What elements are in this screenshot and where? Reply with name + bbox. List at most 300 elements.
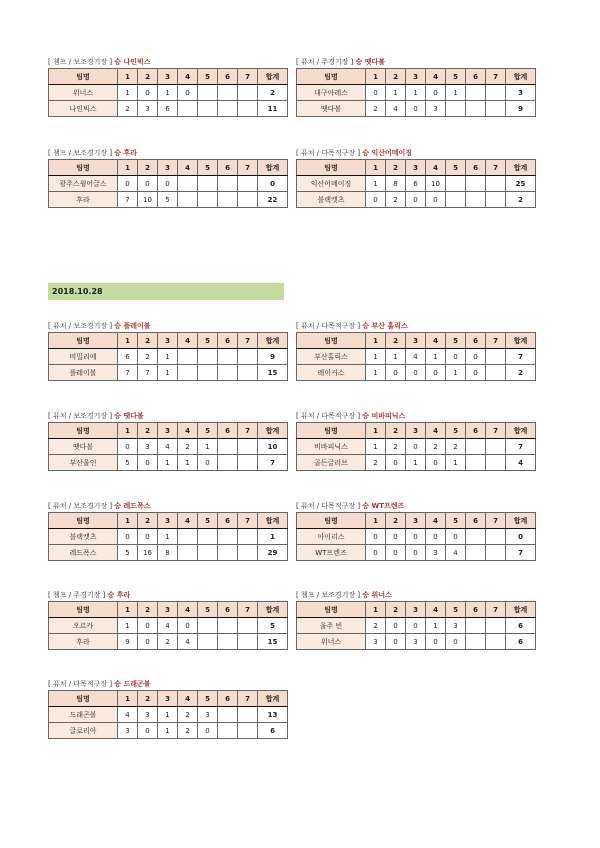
inning-score-cell: 3 — [118, 723, 138, 739]
score-table — [48, 422, 288, 471]
inning-score-cell: 1 — [118, 85, 138, 101]
inning-score-cell: 0 — [118, 176, 138, 192]
game-venue-label: [ 퓨처 / 보조경기장 ] — [48, 502, 115, 510]
game-block — [296, 56, 530, 117]
inning-score-cell: 10 — [138, 192, 158, 208]
inning-score-cell: 0 — [366, 545, 386, 561]
table-row — [49, 349, 288, 365]
inning-score-cell: 6 — [158, 101, 178, 117]
inning-header: 6 — [466, 423, 486, 439]
table-row — [49, 439, 288, 455]
inning-score-cell — [486, 101, 506, 117]
inning-score-cell: 4 — [158, 439, 178, 455]
inning-header: 2 — [138, 160, 158, 176]
inning-score-cell: 1 — [158, 529, 178, 545]
total-score-cell: 5 — [258, 618, 288, 634]
inning-score-cell — [466, 192, 486, 208]
game-winner-label: 승 땟다볼 — [114, 412, 144, 420]
inning-score-cell: 2 — [178, 439, 198, 455]
game-winner-label: 승 플레이볼 — [114, 322, 151, 330]
game-block — [48, 589, 282, 650]
inning-score-cell: 1 — [426, 349, 446, 365]
inning-score-cell — [446, 192, 466, 208]
inning-header: 7 — [238, 602, 258, 618]
inning-score-cell — [178, 349, 198, 365]
total-score-cell: 10 — [258, 439, 288, 455]
team-name-cell: 블랙캣츠 — [297, 192, 366, 208]
game-block — [48, 500, 282, 561]
total-score-cell: 7 — [506, 439, 536, 455]
score-table-header-row — [297, 69, 536, 85]
team-name-cell: 나인빅스 — [49, 101, 118, 117]
inning-score-cell: 0 — [406, 439, 426, 455]
inning-header: 5 — [446, 602, 466, 618]
team-name-cell: 땟다볼 — [49, 439, 118, 455]
inning-score-cell: 1 — [426, 618, 446, 634]
table-row — [49, 365, 288, 381]
inning-header: 7 — [238, 691, 258, 707]
inning-score-cell — [178, 176, 198, 192]
inning-score-cell: 1 — [386, 85, 406, 101]
inning-header: 2 — [138, 513, 158, 529]
total-score-cell: 6 — [506, 634, 536, 650]
inning-header: 3 — [406, 333, 426, 349]
team-header: 팀명 — [49, 513, 118, 529]
total-header: 합계 — [258, 333, 288, 349]
team-name-cell: 광주스윙어글스 — [49, 176, 118, 192]
inning-score-cell: 0 — [446, 349, 466, 365]
total-score-cell: 15 — [258, 634, 288, 650]
inning-score-cell: 0 — [138, 85, 158, 101]
inning-score-cell — [466, 101, 486, 117]
inning-header: 3 — [406, 602, 426, 618]
inning-score-cell: 0 — [466, 349, 486, 365]
game-winner-label: 승 레드폭스 — [114, 502, 151, 510]
team-name-cell: 대구아레스 — [297, 85, 366, 101]
score-table — [48, 68, 288, 117]
inning-score-cell: 2 — [426, 439, 446, 455]
inning-score-cell: 0 — [178, 85, 198, 101]
inning-score-cell: 1 — [158, 85, 178, 101]
team-name-cell: 부산홀릭스 — [297, 349, 366, 365]
team-header: 팀명 — [297, 69, 366, 85]
inning-score-cell — [218, 618, 238, 634]
inning-header: 2 — [386, 69, 406, 85]
inning-header: 2 — [138, 691, 158, 707]
inning-score-cell: 0 — [406, 192, 426, 208]
game-header — [48, 678, 282, 690]
inning-score-cell — [238, 529, 258, 545]
inning-header: 7 — [486, 513, 506, 529]
inning-header: 4 — [426, 333, 446, 349]
inning-score-cell — [218, 634, 238, 650]
inning-header: 3 — [158, 513, 178, 529]
inning-score-cell: 8 — [158, 545, 178, 561]
table-row — [297, 101, 536, 117]
inning-score-cell: 6 — [118, 349, 138, 365]
game-block — [296, 320, 530, 381]
inning-score-cell: 3 — [138, 707, 158, 723]
inning-header: 6 — [466, 513, 486, 529]
inning-score-cell — [486, 192, 506, 208]
table-row — [49, 85, 288, 101]
table-row — [49, 707, 288, 723]
inning-score-cell — [486, 349, 506, 365]
inning-score-cell: 0 — [406, 529, 426, 545]
inning-score-cell — [218, 455, 238, 471]
inning-score-cell: 1 — [158, 349, 178, 365]
inning-header: 1 — [118, 602, 138, 618]
inning-score-cell: 3 — [138, 439, 158, 455]
total-score-cell: 7 — [258, 455, 288, 471]
game-venue-label: [ 퓨처 / 보조경기장 ] — [48, 412, 115, 420]
team-name-cell: 글로리아 — [49, 723, 118, 739]
inning-score-cell: 0 — [426, 455, 446, 471]
inning-header: 5 — [198, 333, 218, 349]
table-row — [49, 723, 288, 739]
inning-header: 3 — [158, 691, 178, 707]
inning-score-cell: 3 — [366, 634, 386, 650]
inning-header: 4 — [178, 160, 198, 176]
table-row — [297, 545, 536, 561]
inning-score-cell — [238, 618, 258, 634]
game-header — [48, 589, 282, 601]
inning-score-cell: 4 — [118, 707, 138, 723]
score-table — [296, 68, 536, 117]
total-header: 합계 — [258, 513, 288, 529]
game-venue-label: [ 퓨처 / 주경기장 ] — [296, 58, 356, 66]
inning-score-cell: 1 — [158, 365, 178, 381]
inning-score-cell — [218, 192, 238, 208]
score-table-header-row — [49, 691, 288, 707]
score-table-header-row — [49, 513, 288, 529]
inning-header: 5 — [446, 513, 466, 529]
game-venue-label: [ 퓨처 / 보조경기장 ] — [48, 322, 115, 330]
inning-score-cell — [486, 439, 506, 455]
inning-score-cell: 0 — [386, 634, 406, 650]
game-block — [48, 678, 282, 739]
table-row — [297, 529, 536, 545]
inning-header: 7 — [486, 333, 506, 349]
inning-score-cell: 2 — [386, 439, 406, 455]
game-header — [296, 56, 530, 68]
team-header: 팀명 — [49, 160, 118, 176]
inning-header: 1 — [118, 69, 138, 85]
inning-score-cell: 7 — [118, 365, 138, 381]
total-header: 합계 — [506, 160, 536, 176]
inning-score-cell: 0 — [118, 439, 138, 455]
inning-score-cell: 2 — [178, 723, 198, 739]
inning-score-cell — [238, 707, 258, 723]
team-name-cell: 위너스 — [49, 85, 118, 101]
inning-score-cell — [178, 101, 198, 117]
team-name-cell: 비밀리에 — [49, 349, 118, 365]
inning-score-cell — [238, 545, 258, 561]
inning-score-cell — [486, 634, 506, 650]
game-venue-label: [ 챔프 / 보조경기장 ] — [296, 591, 363, 599]
inning-score-cell: 4 — [406, 349, 426, 365]
inning-score-cell: 2 — [446, 439, 466, 455]
score-table-header-row — [49, 160, 288, 176]
game-header — [48, 147, 282, 159]
team-name-cell: WT프렌즈 — [297, 545, 366, 561]
inning-header: 3 — [406, 160, 426, 176]
inning-score-cell: 0 — [138, 455, 158, 471]
total-header: 합계 — [258, 160, 288, 176]
team-name-cell: 울주 빈 — [297, 618, 366, 634]
total-score-cell: 9 — [506, 101, 536, 117]
inning-score-cell — [178, 365, 198, 381]
inning-score-cell — [218, 545, 238, 561]
inning-score-cell: 0 — [386, 618, 406, 634]
inning-score-cell: 4 — [158, 618, 178, 634]
inning-header: 6 — [466, 160, 486, 176]
inning-score-cell — [466, 439, 486, 455]
total-score-cell: 3 — [506, 85, 536, 101]
team-header: 팀명 — [297, 333, 366, 349]
inning-score-cell — [198, 618, 218, 634]
inning-score-cell: 1 — [446, 365, 466, 381]
inning-header: 3 — [158, 69, 178, 85]
inning-score-cell: 0 — [118, 529, 138, 545]
inning-score-cell — [486, 529, 506, 545]
team-name-cell: 위너스 — [297, 634, 366, 650]
inning-header: 6 — [218, 513, 238, 529]
team-header: 팀명 — [49, 691, 118, 707]
inning-score-cell — [466, 176, 486, 192]
inning-header: 7 — [238, 69, 258, 85]
inning-score-cell: 4 — [178, 634, 198, 650]
total-score-cell: 11 — [258, 101, 288, 117]
inning-score-cell: 0 — [138, 634, 158, 650]
inning-score-cell: 1 — [158, 723, 178, 739]
inning-header: 7 — [486, 602, 506, 618]
inning-score-cell: 0 — [426, 529, 446, 545]
inning-header: 4 — [178, 602, 198, 618]
game-header — [296, 147, 530, 159]
total-score-cell: 25 — [506, 176, 536, 192]
inning-score-cell — [466, 545, 486, 561]
game-winner-label: 승 비바피닉스 — [362, 412, 406, 420]
inning-score-cell — [466, 634, 486, 650]
inning-score-cell: 3 — [426, 101, 446, 117]
inning-score-cell — [218, 101, 238, 117]
inning-score-cell: 1 — [366, 349, 386, 365]
inning-header: 3 — [158, 602, 178, 618]
inning-score-cell — [198, 634, 218, 650]
inning-header: 1 — [118, 513, 138, 529]
inning-header: 4 — [426, 423, 446, 439]
inning-header: 2 — [138, 602, 158, 618]
inning-score-cell: 0 — [138, 618, 158, 634]
inning-score-cell: 7 — [118, 192, 138, 208]
inning-score-cell: 16 — [138, 545, 158, 561]
total-score-cell: 22 — [258, 192, 288, 208]
inning-score-cell: 0 — [446, 529, 466, 545]
inning-score-cell — [486, 176, 506, 192]
game-header — [48, 320, 282, 332]
team-header: 팀명 — [297, 602, 366, 618]
inning-header: 5 — [446, 423, 466, 439]
game-winner-label: 승 땟다볼 — [355, 58, 386, 66]
inning-header: 7 — [486, 160, 506, 176]
inning-score-cell: 7 — [138, 365, 158, 381]
score-table — [296, 159, 536, 208]
total-score-cell: 0 — [258, 176, 288, 192]
score-table — [296, 422, 536, 471]
total-header: 합계 — [258, 602, 288, 618]
score-table — [48, 601, 288, 650]
inning-header: 4 — [426, 160, 446, 176]
inning-score-cell: 1 — [158, 455, 178, 471]
inning-header: 1 — [118, 160, 138, 176]
inning-score-cell — [466, 455, 486, 471]
inning-score-cell: 3 — [198, 707, 218, 723]
game-header — [296, 410, 530, 422]
game-venue-label: [ 챔프 / 주경기장 ] — [48, 591, 108, 599]
inning-header: 1 — [366, 513, 386, 529]
table-row — [49, 101, 288, 117]
inning-header: 2 — [138, 69, 158, 85]
team-name-cell: 아이리스 — [297, 529, 366, 545]
team-name-cell: 레이커스 — [297, 365, 366, 381]
inning-score-cell — [238, 455, 258, 471]
inning-score-cell: 0 — [138, 723, 158, 739]
inning-header: 6 — [218, 691, 238, 707]
inning-score-cell: 4 — [386, 101, 406, 117]
inning-header: 1 — [118, 333, 138, 349]
table-row — [297, 634, 536, 650]
inning-score-cell: 2 — [366, 618, 386, 634]
inning-header: 5 — [198, 423, 218, 439]
inning-score-cell: 2 — [366, 101, 386, 117]
inning-header: 5 — [198, 69, 218, 85]
table-row — [49, 545, 288, 561]
inning-score-cell — [198, 545, 218, 561]
inning-score-cell — [238, 101, 258, 117]
total-header: 합계 — [506, 602, 536, 618]
inning-header: 1 — [366, 423, 386, 439]
inning-score-cell: 4 — [446, 545, 466, 561]
score-table-header-row — [49, 69, 288, 85]
team-name-cell: 블랙캣츠 — [49, 529, 118, 545]
inning-header: 4 — [178, 333, 198, 349]
inning-score-cell: 1 — [406, 85, 426, 101]
inning-header: 2 — [386, 602, 406, 618]
inning-header: 7 — [238, 423, 258, 439]
team-header: 팀명 — [297, 160, 366, 176]
inning-header: 1 — [118, 423, 138, 439]
inning-score-cell: 0 — [406, 101, 426, 117]
game-winner-label: 승 부산 홀릭스 — [362, 322, 408, 330]
inning-header: 3 — [406, 69, 426, 85]
inning-score-cell: 0 — [158, 176, 178, 192]
game-header — [48, 56, 282, 68]
inning-header: 1 — [118, 691, 138, 707]
inning-score-cell: 0 — [386, 455, 406, 471]
total-header: 합계 — [506, 333, 536, 349]
score-table-header-row — [49, 333, 288, 349]
game-winner-label: 승 나인빅스 — [114, 58, 151, 66]
inning-header: 5 — [446, 160, 466, 176]
inning-score-cell — [198, 192, 218, 208]
inning-score-cell: 1 — [406, 455, 426, 471]
inning-header: 3 — [158, 160, 178, 176]
inning-score-cell — [466, 85, 486, 101]
inning-score-cell — [486, 365, 506, 381]
total-score-cell: 6 — [506, 618, 536, 634]
inning-header: 6 — [218, 333, 238, 349]
team-name-cell: 부산울인 — [49, 455, 118, 471]
total-score-cell: 2 — [258, 85, 288, 101]
table-row — [297, 349, 536, 365]
total-score-cell: 15 — [258, 365, 288, 381]
table-row — [49, 634, 288, 650]
game-block — [48, 320, 282, 381]
game-winner-label: 승 드래곤볼 — [114, 680, 151, 688]
inning-score-cell: 2 — [138, 349, 158, 365]
inning-header: 5 — [446, 333, 466, 349]
table-row — [49, 176, 288, 192]
inning-header: 6 — [466, 69, 486, 85]
inning-score-cell — [238, 176, 258, 192]
inning-score-cell — [218, 707, 238, 723]
inning-score-cell — [218, 365, 238, 381]
inning-score-cell: 1 — [366, 365, 386, 381]
game-block — [48, 56, 282, 117]
inning-score-cell — [238, 349, 258, 365]
team-header: 팀명 — [49, 333, 118, 349]
inning-score-cell: 3 — [406, 634, 426, 650]
inning-score-cell — [446, 176, 466, 192]
inning-header: 7 — [238, 160, 258, 176]
inning-score-cell: 0 — [198, 723, 218, 739]
total-score-cell: 2 — [506, 365, 536, 381]
game-header — [48, 410, 282, 422]
table-row — [49, 529, 288, 545]
inning-header: 3 — [158, 423, 178, 439]
inning-score-cell: 8 — [386, 176, 406, 192]
inning-header: 5 — [198, 602, 218, 618]
inning-score-cell — [218, 176, 238, 192]
inning-score-cell: 0 — [426, 365, 446, 381]
table-row — [49, 618, 288, 634]
team-header: 팀명 — [49, 602, 118, 618]
inning-score-cell: 1 — [178, 455, 198, 471]
inning-score-cell — [218, 529, 238, 545]
inning-score-cell: 5 — [158, 192, 178, 208]
inning-score-cell: 0 — [386, 545, 406, 561]
inning-score-cell — [218, 85, 238, 101]
inning-score-cell — [218, 439, 238, 455]
inning-header: 7 — [238, 513, 258, 529]
inning-score-cell — [238, 365, 258, 381]
inning-header: 6 — [218, 160, 238, 176]
inning-score-cell: 1 — [366, 439, 386, 455]
inning-score-cell — [238, 634, 258, 650]
inning-header: 5 — [198, 513, 218, 529]
game-winner-label: 승 익산어메이징 — [362, 149, 413, 157]
inning-header: 4 — [178, 691, 198, 707]
inning-header: 4 — [178, 513, 198, 529]
team-name-cell: 드래곤볼 — [49, 707, 118, 723]
table-row — [297, 365, 536, 381]
total-score-cell: 1 — [258, 529, 288, 545]
inning-score-cell: 2 — [158, 634, 178, 650]
inning-score-cell: 0 — [406, 618, 426, 634]
inning-score-cell: 1 — [446, 455, 466, 471]
inning-score-cell: 1 — [446, 85, 466, 101]
